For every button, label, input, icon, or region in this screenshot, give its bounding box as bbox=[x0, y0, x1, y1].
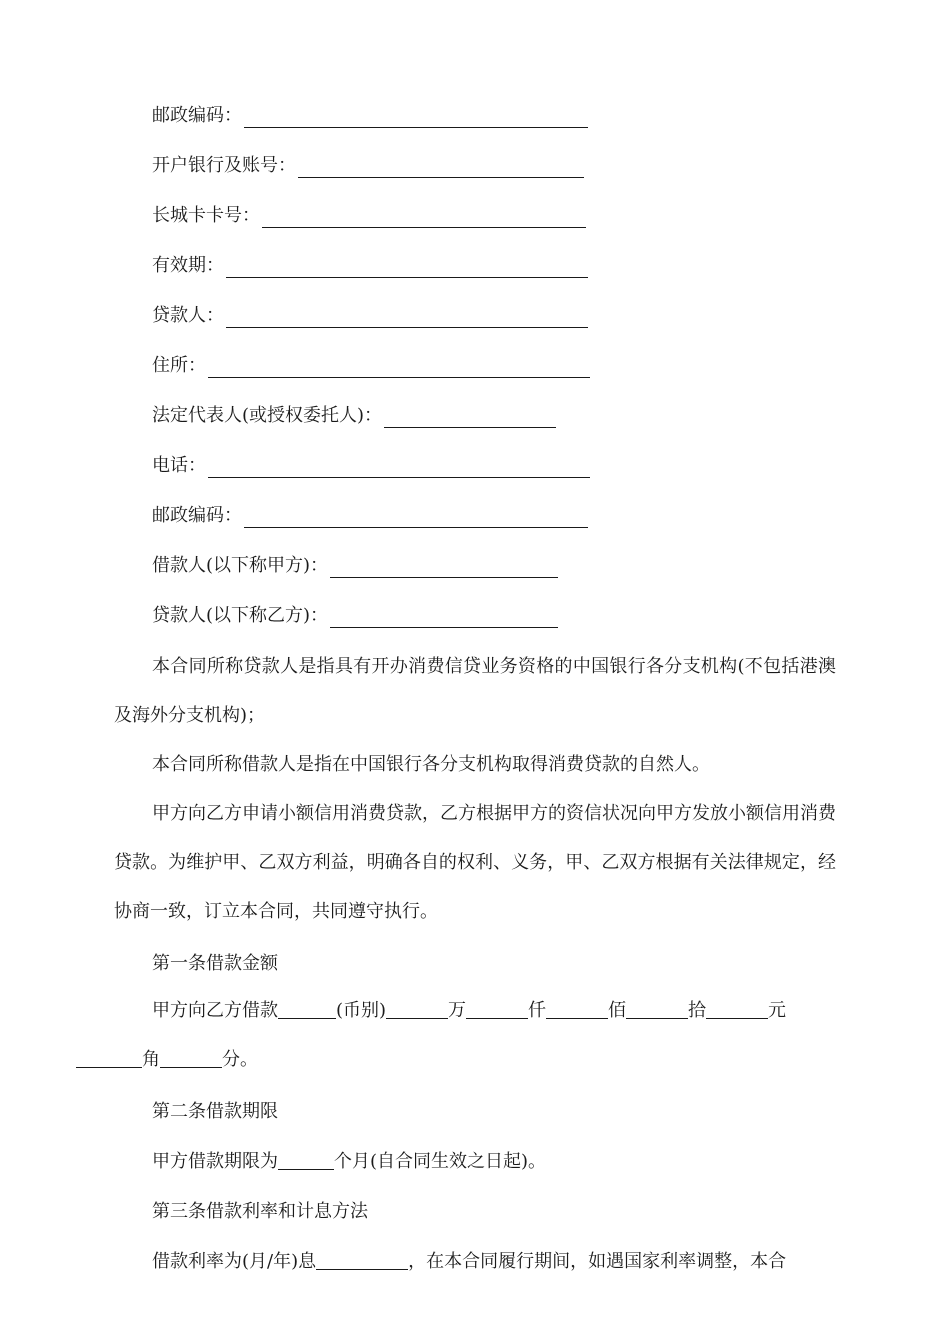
interest-rate-blank[interactable] bbox=[316, 1251, 408, 1270]
borrower-definition-paragraph: 本合同所称借款人是指在中国银行各分支机构取得消费贷款的自然人。 bbox=[152, 754, 710, 775]
lender-field bbox=[152, 304, 588, 328]
article1-text-jiao: 角 bbox=[142, 1049, 160, 1070]
lender-party-b-blank[interactable] bbox=[330, 609, 558, 628]
article1-text-qian: 仟 bbox=[528, 1000, 547, 1021]
postal-code-label: 邮政编码： bbox=[152, 105, 242, 126]
article1-amount-paragraph bbox=[114, 986, 836, 1084]
article2-heading: 第二条借款期限 bbox=[152, 1101, 278, 1122]
jiao-blank[interactable] bbox=[76, 1049, 142, 1068]
lender-blank[interactable] bbox=[226, 309, 588, 328]
purpose-paragraph: 甲方向乙方申请小额信用消费贷款，乙方根据甲方的资信状况向甲方发放小额信用消费贷款。为维护甲、乙双方利益，明确各自的权利、义务，甲、乙双方根据有关法律规定，经协商一致，订立本合同，共同遵守执行。 bbox=[114, 803, 836, 922]
legal-rep-label: 法定代表人(或授权委托人)： bbox=[152, 405, 383, 426]
phone-label: 电话： bbox=[152, 455, 206, 476]
legal-rep-blank[interactable] bbox=[384, 409, 556, 428]
address-label: 住所： bbox=[152, 355, 206, 376]
great-wall-card-field bbox=[152, 204, 586, 228]
great-wall-card-blank[interactable] bbox=[262, 209, 586, 228]
article3-text-adjust: ，在本合同履行期间，如遇国家利率调整，本合 bbox=[408, 1251, 787, 1272]
bank-account-blank[interactable] bbox=[298, 159, 584, 178]
lender-party-b-field bbox=[152, 604, 558, 628]
article1-text-wan: 万 bbox=[448, 1000, 467, 1021]
borrower-party-a-blank[interactable] bbox=[330, 559, 558, 578]
article1-text-borrow: 甲方向乙方借款 bbox=[152, 1000, 278, 1021]
qian-blank[interactable] bbox=[466, 1000, 528, 1019]
lender-definition-paragraph: 本合同所称贷款人是指具有开办消费信贷业务资格的中国银行各分支机构(不包括港澳及海外分支机构)； bbox=[114, 656, 836, 726]
article1-text-fen: 分。 bbox=[222, 1049, 258, 1070]
validity-blank[interactable] bbox=[226, 259, 588, 278]
article2-term-line bbox=[152, 1150, 546, 1174]
phone-field bbox=[152, 454, 590, 478]
validity-label: 有效期： bbox=[152, 255, 224, 276]
fen-blank[interactable] bbox=[160, 1049, 222, 1068]
borrower-party-a-field bbox=[152, 554, 558, 578]
months-blank[interactable] bbox=[278, 1151, 334, 1170]
legal-rep-field bbox=[152, 404, 556, 428]
article1-text-bai: 佰 bbox=[608, 1000, 627, 1021]
article1-text-yuan: 元 bbox=[768, 1000, 787, 1021]
address-blank[interactable] bbox=[208, 359, 590, 378]
lender-label: 贷款人： bbox=[152, 305, 224, 326]
article2-text-term: 甲方借款期限为 bbox=[152, 1151, 278, 1172]
postal-code-2-field bbox=[152, 504, 588, 528]
validity-field bbox=[152, 254, 588, 278]
address-field bbox=[152, 354, 590, 378]
postal-code-2-blank[interactable] bbox=[244, 509, 588, 528]
article3-text-rate: 借款利率为(月/年)息 bbox=[152, 1251, 317, 1272]
postal-code-field bbox=[152, 104, 588, 128]
bank-account-label: 开户银行及账号： bbox=[152, 155, 296, 176]
article2-text-months: 个月(自合同生效之日起)。 bbox=[334, 1151, 547, 1172]
article3-heading: 第三条借款利率和计息方法 bbox=[152, 1201, 368, 1222]
lender-party-b-label: 贷款人(以下称乙方)： bbox=[152, 605, 329, 626]
article1-heading: 第一条借款金额 bbox=[152, 953, 278, 974]
article1-text-shi: 拾 bbox=[688, 1000, 707, 1021]
shi-blank[interactable] bbox=[626, 1000, 688, 1019]
article3-rate-line bbox=[152, 1250, 786, 1274]
postal-code-blank[interactable] bbox=[244, 109, 588, 128]
bai-blank[interactable] bbox=[546, 1000, 608, 1019]
great-wall-card-label: 长城卡卡号： bbox=[152, 205, 260, 226]
wan-blank[interactable] bbox=[386, 1000, 448, 1019]
phone-blank[interactable] bbox=[208, 459, 590, 478]
postal-code-2-label: 邮政编码： bbox=[152, 505, 242, 526]
bank-account-field bbox=[152, 154, 584, 178]
currency-blank[interactable] bbox=[278, 1000, 336, 1019]
borrower-party-a-label: 借款人(以下称甲方)： bbox=[152, 555, 329, 576]
article1-text-currency: (币别) bbox=[336, 1000, 387, 1021]
yuan-blank[interactable] bbox=[706, 1000, 768, 1019]
